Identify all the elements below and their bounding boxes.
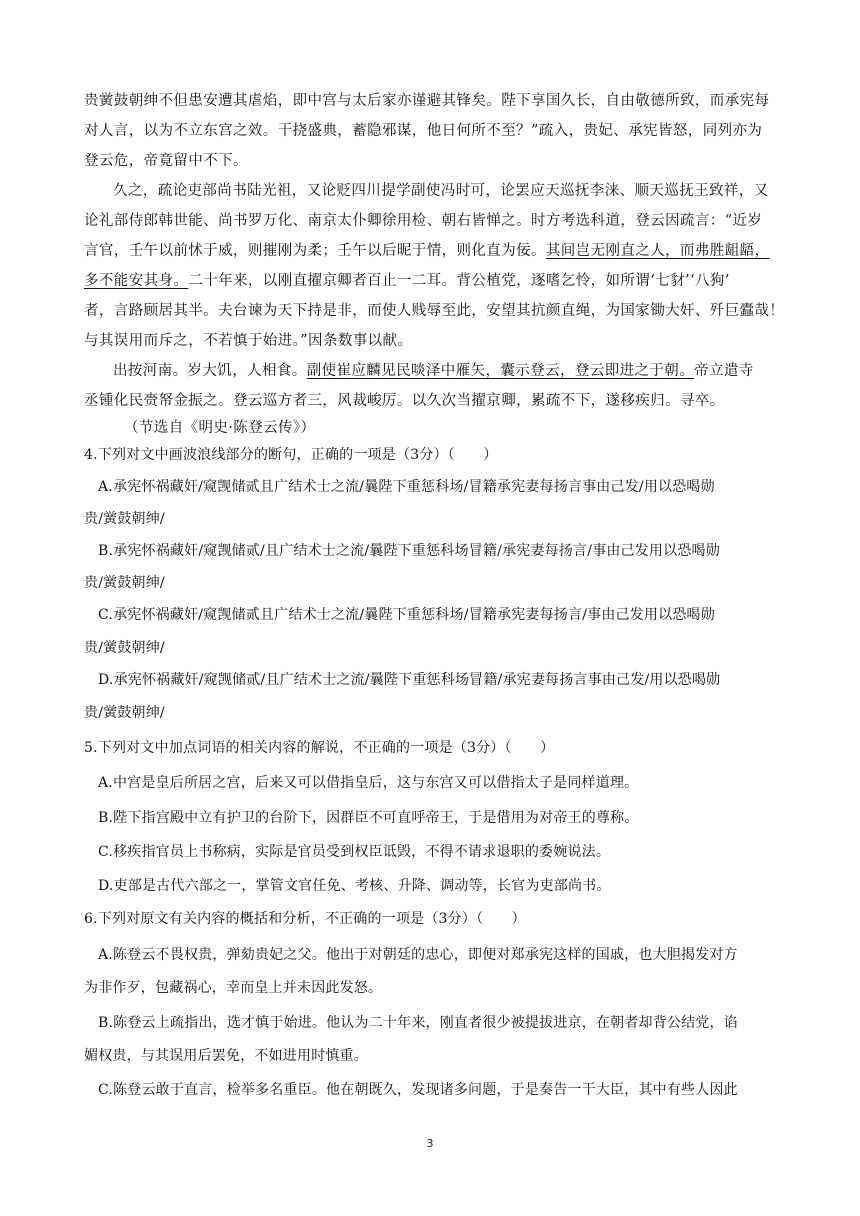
question-4-option-d-cont: 贵/黉鼓朝绅/ bbox=[84, 705, 165, 721]
passage-line bbox=[113, 361, 860, 381]
passage-text: 出按河南。岁大饥，人相食。 bbox=[113, 363, 307, 379]
question-6-stem: 6.下列对原文有关内容的概括和分析，不正确的一项是（3分）（ ） bbox=[84, 911, 526, 927]
passage-line: 丞锺化民赍帑金振之。登云巡方者三，风裁峻厉。以久次当擢京卿，累疏不下，遂移疾归。寻卒。 bbox=[84, 393, 725, 409]
question-4-option-a-cont: 贵/黉鼓朝绅/ bbox=[84, 511, 165, 527]
question-6-option-c: C.陈登云敢于直言，检举多名重臣。他在朝既久，发现诸多问题，于是奏告一干大臣，其中有些人因此 bbox=[98, 1082, 738, 1098]
question-6-option-b-cont: 媚权贵，与其误用后罢免，不如进用时慎重。 bbox=[84, 1048, 368, 1064]
question-5-option-d: D.吏部是古代六部之一，掌管文官任免、考核、升降、调动等，长官为吏部尚书。 bbox=[98, 878, 611, 894]
passage-line: 久之，疏论吏部尚书陆光祖，又论贬四川提学副使冯时可，论罢应天巡抚李涞、顺天巡抚王致祥，又 bbox=[113, 183, 769, 199]
passage-line: 对人言，以为不立东宫之效。干挠盛典，蓄隐邪谋，他日何所不至？”疏入，贵妃、承宪皆怒，同列亦为 bbox=[84, 123, 763, 139]
underlined-passage: 其间岂无刚直之人，而弗胜龃龉， bbox=[545, 243, 770, 259]
question-4-option-a: A.承宪怀祸藏奸/窥觊储贰且广结术士之流/曩陛下重惩科场/冒籍承宪妻每扬言事由己发/用以恐喝勋 bbox=[98, 479, 715, 495]
passage-text: 帝立遣寺 bbox=[694, 363, 754, 379]
passage-line: 者，言路顾居其半。夫台谏为天下持是非，而使人贱辱至此，安望其抗颜直绳，为国家锄大奸、歼巨蠹哉！ bbox=[84, 303, 785, 319]
passage-source: （节选自《明史·陈登云传》） bbox=[124, 420, 316, 436]
page-number: 3 bbox=[426, 1137, 434, 1150]
passage-text: 言官，壬午以前怵于威，则摧刚为柔；壬午以后昵于情，则化直为佞。 bbox=[84, 243, 546, 259]
question-5-option-b: B.陛下指宫殿中立有护卫的台阶下，因群臣不可直呼帝王，于是借用为对帝王的尊称。 bbox=[98, 810, 639, 826]
question-4-option-b: B.承宪怀祸藏奸/窥觊储贰/且广结术士之流/曩陛下重惩科场冒籍/承宪妻每扬言/事由己发用以恐喝勋 bbox=[98, 543, 720, 559]
question-6-option-b: B.陈登云上疏指出，选才慎于始进。他认为二十年来，刚直者很少被提拔进京，在朝者却背公结党，谄 bbox=[98, 1015, 738, 1031]
passage-line: 登云危，帝竟留中不下。 bbox=[84, 153, 248, 169]
question-6-option-a: A.陈登云不畏权贵，弹劾贵妃之父。他出于对朝廷的忠心，即便对郑承宪这样的国戚，也大胆揭发对方 bbox=[98, 947, 738, 963]
underlined-passage: 副使崔应麟见民啖泽中雁矢，囊示登云，登云即进之于朝。 bbox=[306, 363, 695, 379]
question-6-option-a-cont: 为非作歹，包藏祸心，幸而皇上并未因此发怒。 bbox=[84, 980, 383, 996]
question-5-option-a: A.中宫是皇后所居之宫，后来又可以借指皇后，这与东宫又可以借指太子是同样道理。 bbox=[98, 775, 639, 791]
passage-line: 与其误用而斥之，不若慎于始进。”因条数事以献。 bbox=[84, 333, 413, 349]
question-4-option-b-cont: 贵/黉鼓朝绅/ bbox=[84, 575, 165, 591]
question-4-option-c: C.承宪怀祸藏奸/窥觊储贰且广结术士之流/曩陛下重惩科场/冒籍承宪妻每扬言/事由己发用以恐喝勋 bbox=[98, 607, 715, 623]
passage-line: 贵黉鼓朝绅不但患安遭其虐焰，即中宫与太后家亦谨避其锋矣。陛下享国久长，自由敬德所致，而承宪每 bbox=[84, 93, 770, 109]
passage-line bbox=[84, 241, 860, 261]
passage-line bbox=[84, 271, 860, 291]
passage-line: 论礼部侍郎韩世能、尚书罗万化、南京太仆卿徐用检、朝右皆惮之。时方考选科道，登云因疏言：“近岁 bbox=[84, 213, 763, 229]
underlined-passage: 多不能安其身。 bbox=[84, 273, 189, 289]
question-4-stem: 4.下列对文中画波浪线部分的断句，正确的一项是（3分）（ ） bbox=[84, 447, 498, 463]
question-4-option-d: D.承宪怀祸藏奸/窥觊储贰/且广结术士之流/曩陛下重惩科场冒籍/承宪妻每扬言事由己发/用以恐喝勋 bbox=[98, 672, 721, 688]
question-5-option-c: C.移疾指官员上书称病，实际是官员受到权臣诋毁，不得不请求退职的委婉说法。 bbox=[98, 844, 611, 860]
question-5-stem: 5.下列对文中加点词语的相关内容的解说，不正确的一项是（3分）（ ） bbox=[84, 740, 555, 756]
passage-text: 二十年来，以刚直擢京卿者百止一二耳。背公植党，逐嗜乞怜，如所谓‘七豺’‘八狗’ bbox=[188, 273, 730, 289]
question-4-option-c-cont: 贵/黉鼓朝绅/ bbox=[84, 640, 165, 656]
